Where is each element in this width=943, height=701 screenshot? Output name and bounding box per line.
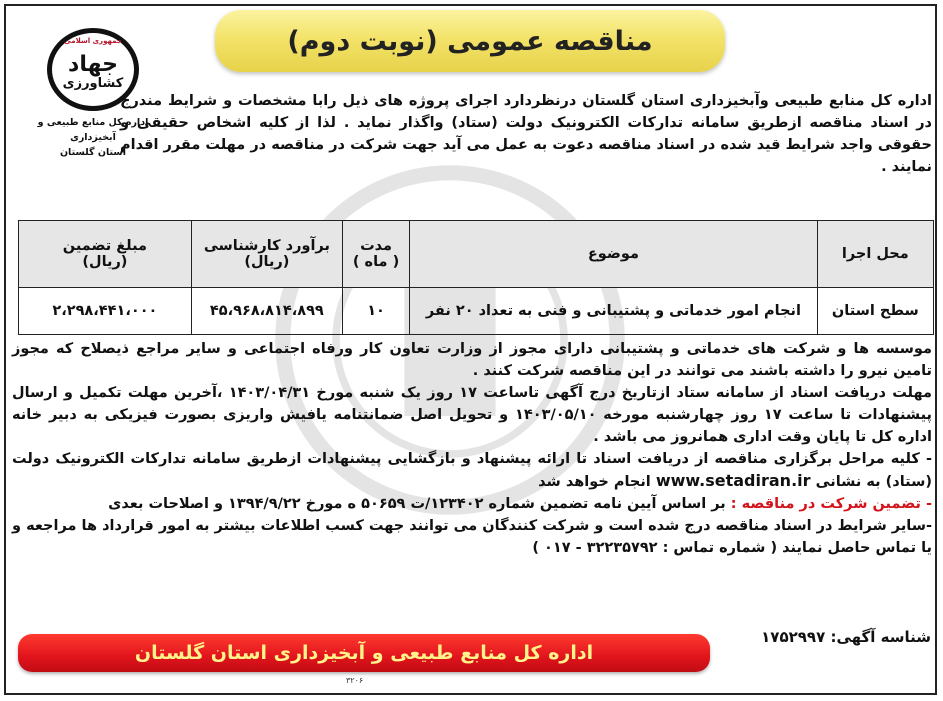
process-suffix: انجام خواهد شد: [538, 474, 651, 490]
process-paragraph: [12, 448, 932, 493]
guarantee-label: - تضمین شرکت در مناقصه :: [730, 496, 932, 512]
intro-paragraph: [120, 90, 932, 178]
ad-id: [761, 628, 931, 646]
page-number: ۳۲۰۶: [346, 676, 364, 685]
header-location: محل اجرا: [817, 221, 933, 288]
logo-org-line1: اداره کل منابع طبیعی و آبخیزداری: [37, 117, 149, 143]
eligibility-paragraph: موسسه ها و شرکت های خدماتی و پشتیبانی دارای مجوز از وزارت تعاون کار ورفاه اجتماعی و سایر مراجع ذیصلاح که مجوز تامین نیرو را داشته باشند می توانند در این مناقصه شرکت کنند .: [12, 341, 932, 379]
footer-banner: [18, 634, 710, 672]
contact-paragraph: -سایر شرایط در اسناد مناقصه درج شده است و شرکت کنندگان می توانند جهت کسب اطلاعات بیشتر به امور قرارداد ها مراجعه و یا تماس حاصل نمایند ( شماره تماس : ۳۲۲۳۵۷۹۲ - ۰۱۷ ): [12, 518, 932, 556]
logo-main-text: جهاد: [68, 52, 118, 77]
logo-arc-text: جمهوری اسلامی: [64, 37, 122, 45]
setad-link[interactable]: www.setadiran.ir: [655, 471, 811, 490]
logo-org-line2: استان گلستان: [59, 147, 127, 158]
header-subject: موضوع: [410, 221, 817, 288]
cell-duration: ۱۰: [342, 288, 409, 335]
logo-sub-text: کشاورزی: [62, 76, 124, 91]
cell-guarantee: ۲،۲۹۸،۴۴۱،۰۰۰: [19, 288, 192, 335]
header-estimate: برآورد کارشناسی (ریال): [191, 221, 342, 288]
cell-location: سطح استان: [817, 288, 933, 335]
intro-text: اداره کل منابع طبیعی وآبخیزداری استان گلستان درنظردارد اجرای پروژه های ذیل رابا مشخصات و شرایط مندرج در اسناد مناقصه ازطریق سامانه تدارکات الکترونیک دولت (ستاد) واگذار نماید . لذا از کلیه اشخاص حقیقی و حقوقی واجد شرایط قید شده در اسناد مناقصه دعوت به عمل می آید جهت شرکت در مناقصه در مهلت مقرر اقدام نمایند .: [120, 93, 932, 175]
body-section: [12, 338, 932, 559]
page-title: مناقصه عمومی (نوبت دوم): [287, 25, 653, 57]
guarantee-paragraph: [12, 493, 932, 515]
tender-table: [18, 220, 934, 335]
ad-id-value: ۱۷۵۲۹۹۷: [761, 628, 826, 646]
table-row: [19, 288, 934, 335]
ad-id-label: شناسه آگهی:: [830, 628, 931, 646]
cell-subject: انجام امور خدماتی و پشتیبانی و فنی به تعداد ۲۰ نفر: [410, 288, 817, 335]
header-duration: مدت ( ماه ): [342, 221, 409, 288]
deadline-paragraph: مهلت دریافت اسناد از سامانه ستاد ازتاریخ درج آگهی تاساعت ۱۷ روز یک شنبه مورخ ۱۴۰۳/۰۴/۳۱ ،آخرین مهلت تکمیل و ارسال پیشنهادات تا ساعت ۱۷ روز چهارشنبه مورخه ۱۴۰۳/۰۵/۱۰ و تحویل اصل ضمانتنامه یافیش واریزی بصورت فیزیکی به دبیر خانه اداره کل تا پایان وقت اداری همانروز می باشد .: [12, 385, 933, 445]
footer-banner-text: اداره کل منابع طبیعی و آبخیزداری استان گلستان: [134, 642, 594, 664]
table-header-row: [19, 221, 934, 288]
process-text: - کلیه مراحل برگزاری مناقصه از دریافت اسناد تا ارائه پیشنهاد و بازگشایی پیشنهادات ازطریق سامانه تدارکات الکترونیک دولت (ستاد) به نشانی: [12, 451, 932, 490]
cell-estimate: ۴۵،۹۶۸،۸۱۴،۸۹۹: [191, 288, 342, 335]
title-banner: [215, 10, 725, 72]
guarantee-text: بر اساس آیین نامه تضمین شماره ۱۲۳۴۰۲/ت ۵۰۶۵۹ ه مورخ ۱۳۹۴/۹/۲۲ و اصلاحات بعدی: [108, 496, 726, 512]
header-guarantee: مبلغ تضمین (ریال): [19, 221, 192, 288]
